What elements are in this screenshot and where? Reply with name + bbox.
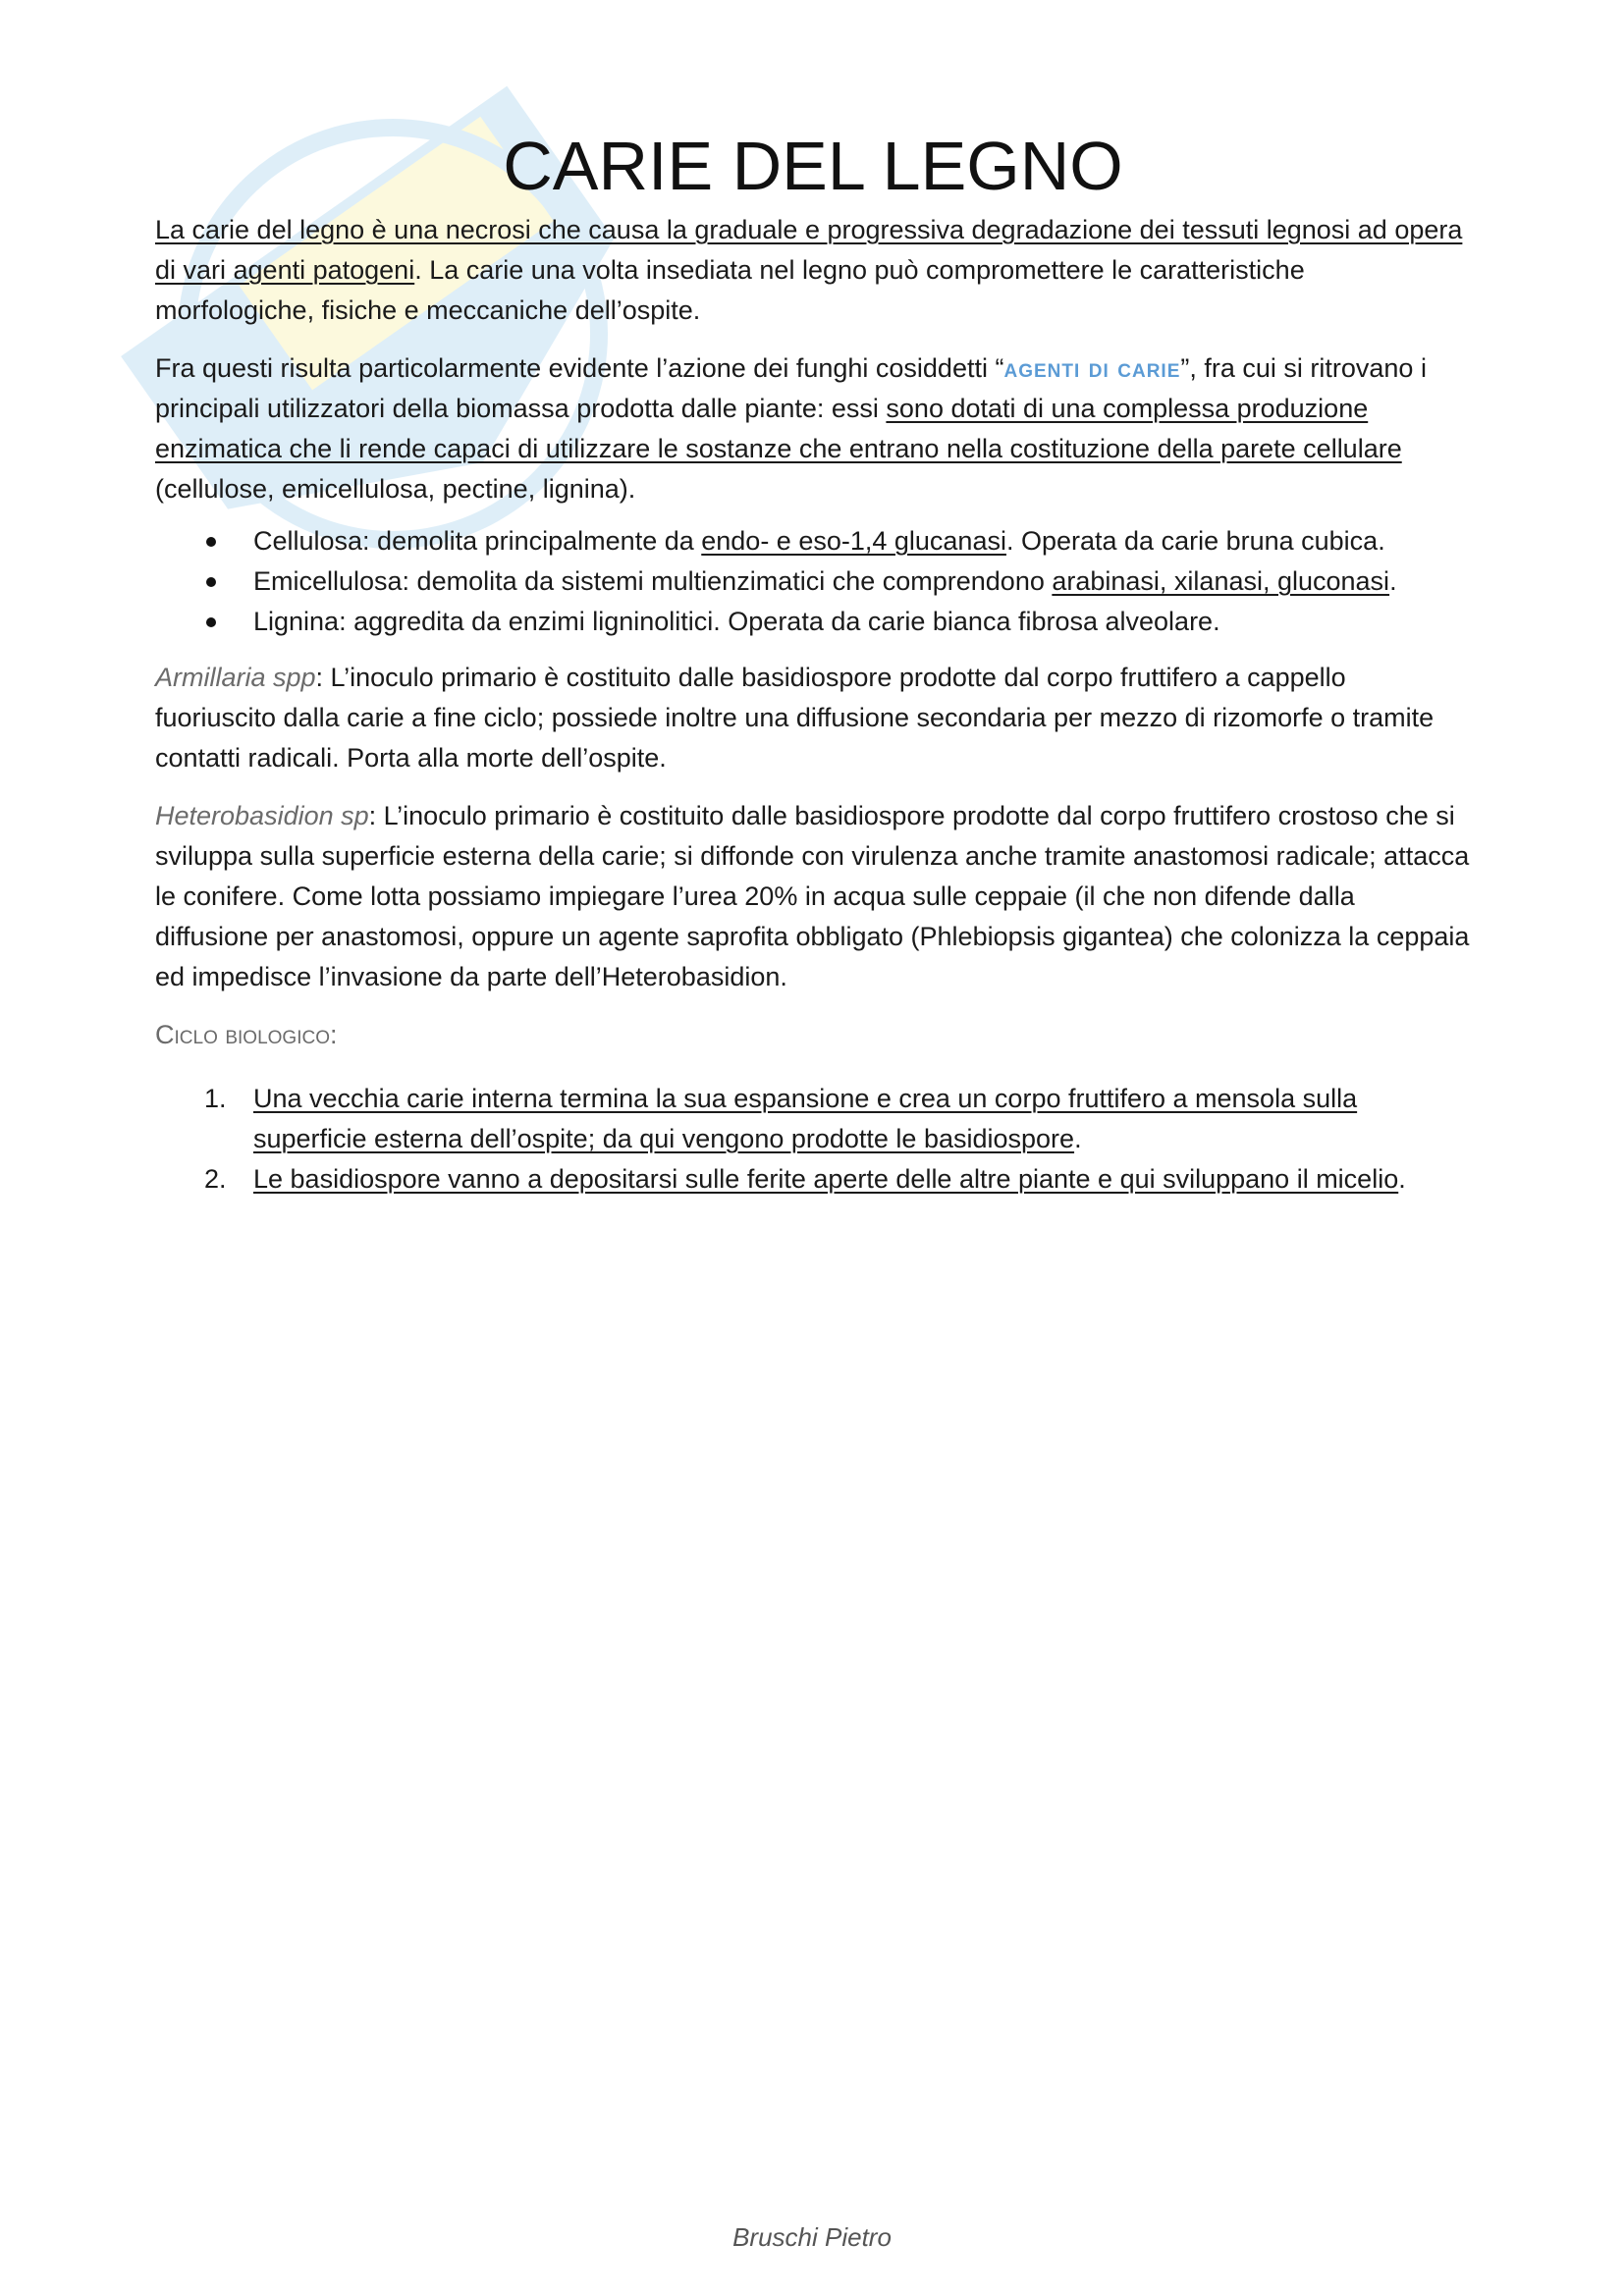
ciclo-biologico-heading — [155, 1015, 1471, 1055]
bullet-icon — [206, 617, 216, 627]
ciclo-colon: : — [329, 1020, 338, 1049]
heterobasidion-text: : L’inoculo primario è costituito dalle basidiospore prodotte dal corpo fruttifero crostoso che si sviluppa sulla superficie esterna della carie; si diffonde con virulenza anche tramite anastomosi radicale; attacca le conifere. Come lotta possiamo impiegare l’urea 20% in acqua sulle ceppaie (il che non difende dalla diffusione per anastomosi, oppure un agente saprofita obbligato (Phlebiopsis gigantea) che colonizza la ceppaia ed impedisce l’invasione da parte dell’Heterobasidion. — [155, 801, 1470, 991]
bullet-icon — [206, 537, 216, 547]
fungi-paragraph — [155, 348, 1471, 509]
fungi-underlined: sono dotati di una complessa produzione enzimatica che li rende capaci di utilizzare le sostanze che entrano nella costituzione della parete cellulare — [155, 394, 1402, 463]
heterobasidion-name: Heterobasidion sp — [155, 801, 369, 830]
page-title: CARIE DEL LEGNO — [503, 128, 1123, 204]
cycle-step-2: 2. Le basidiospore vanno a depositarsi sulle ferite aperte delle altre piante e qui sviluppano il micelio. — [155, 1159, 1471, 1200]
fungi-text-1: Fra questi risulta particolarmente evidente l’azione dei funghi cosiddetti “ — [155, 353, 1004, 383]
page-footer-author: Bruschi Pietro — [732, 2222, 892, 2252]
intro-underlined: La carie del legno è una necrosi che causa la graduale e progressiva degradazione dei tessuti legnosi ad opera di vari agenti patogeni — [155, 215, 1463, 285]
heterobasidion-paragraph — [155, 796, 1471, 997]
intro-paragraph — [155, 210, 1471, 331]
fungi-text-3: (cellulose, emicellulosa, pectine, lignina). — [155, 474, 636, 504]
step-number: 2. — [204, 1164, 227, 1194]
document-page — [155, 0, 1471, 1200]
cycle-step-1: 1. Una vecchia carie interna termina la sua espansione e crea un corpo fruttifero a mensola sulla superficie esterna dell’ospite; da qui vengono prodotte le basidiospore. — [155, 1079, 1471, 1159]
bullet-icon — [206, 577, 216, 587]
intro-text: . La carie una volta insediata nel legno può compromettere le caratteristiche morfologiche, fisiche e meccaniche dell’ospite. — [155, 255, 1305, 325]
armillaria-text: : L’inoculo primario è costituito dalle basidiospore prodotte dal corpo fruttifero a cappello fuoriuscito dalla carie a fine ciclo; possiede inoltre una diffusione secondaria per mezzo di rizomorfe o tramite contatti radicali. Porta alla morte dell’ospite. — [155, 663, 1435, 773]
step-number: 1. — [204, 1084, 227, 1113]
fungi-text-2: ”, fra cui si ritrovano i principali utilizzatori della biomassa prodotta dalle piante: essi — [155, 353, 1427, 423]
agenti-di-carie-term: agenti di carie — [1003, 353, 1181, 383]
armillaria-paragraph — [155, 658, 1471, 778]
list-item-lignina: Lignina: aggredita da enzimi ligninolitici. Operata da carie bianca fibrosa alveolare. — [155, 602, 1471, 642]
enzymes-list — [155, 521, 1471, 642]
list-item-cellulosa: Cellulosa: demolita principalmente da endo- e eso-1,4 glucanasi. Operata da carie bruna cubica. — [155, 521, 1471, 561]
list-item-emicellulosa: Emicellulosa: demolita da sistemi multienzimatici che comprendono arabinasi, xilanasi, gluconasi. — [155, 561, 1471, 602]
armillaria-name: Armillaria spp — [155, 663, 316, 692]
ciclo-label: Ciclo biologico — [155, 1020, 330, 1049]
cycle-list — [155, 1079, 1471, 1200]
